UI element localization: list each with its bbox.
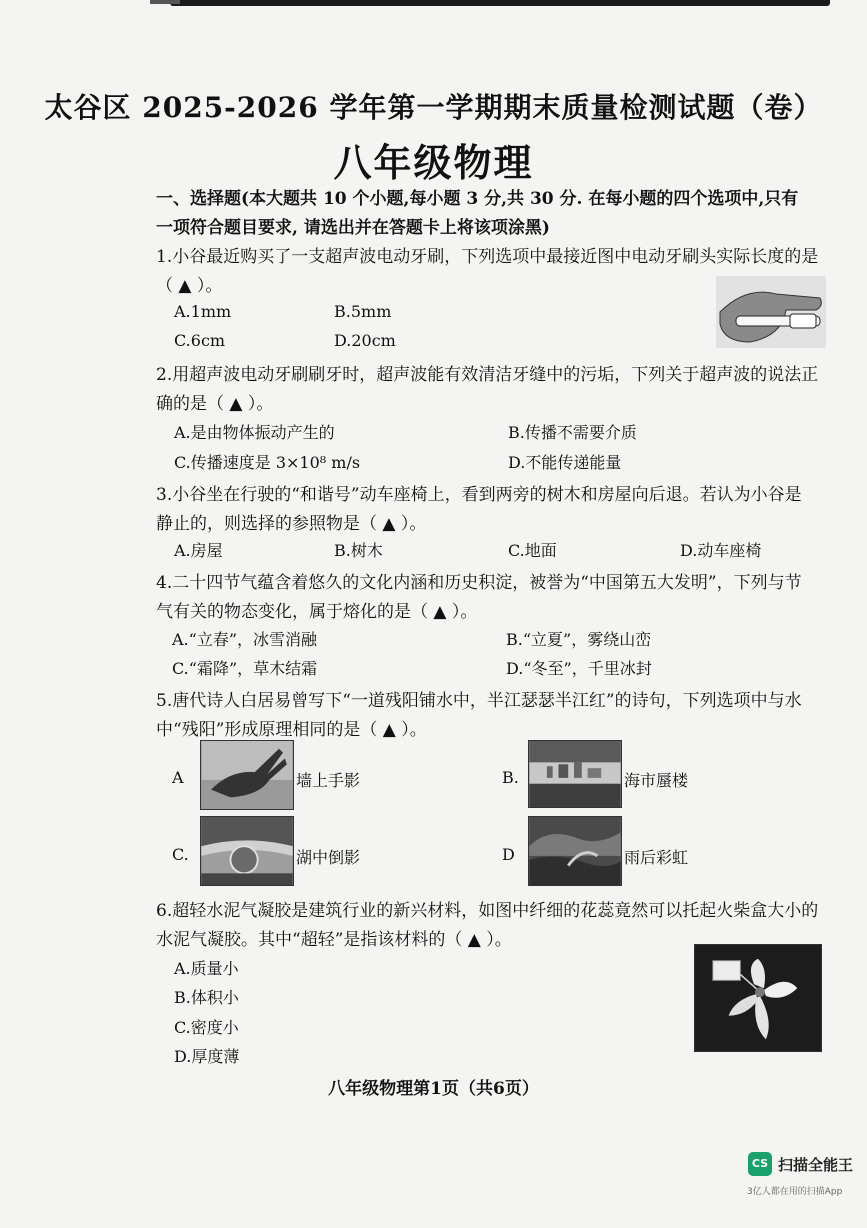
question-2-option-d: D.不能传递能量 — [508, 453, 622, 472]
scan-edge-top — [170, 0, 830, 6]
question-6-option-a: A.质量小 — [174, 959, 239, 978]
question-4-option-d: D.“冬至”，千里冰封 — [506, 659, 652, 678]
question-2-stem-line2: 确的是（ ▲ ）。 — [156, 394, 274, 414]
question-3-option-c: C.地面 — [508, 541, 557, 560]
question-2-option-a: A.是由物体振动产生的 — [174, 423, 335, 442]
question-4-option-c: C.“霜降”，草木结霜 — [172, 659, 318, 678]
question-3-stem-line2: 静止的，则选择的参照物是（ ▲ ）。 — [156, 514, 427, 534]
question-4-stem-line2: 气有关的物态变化，属于熔化的是（ ▲ ）。 — [156, 602, 478, 622]
question-1-stem-line1: 1.小谷最近购买了一支超声波电动牙刷，下列选项中最接近图中电动牙刷头实际长度的是 — [156, 247, 819, 267]
question-6-option-d: D.厚度薄 — [174, 1047, 240, 1066]
aerogel-on-flower-image — [694, 944, 822, 1052]
question-5-stem-line2: 中“残阳”形成原理相同的是（ ▲ ）。 — [156, 720, 427, 740]
question-2-option-c: C.传播速度是 3×10⁸ m/s — [174, 453, 361, 472]
question-5-option-a-letter: A — [172, 768, 184, 787]
question-6-option-b: B.体积小 — [174, 988, 239, 1007]
question-1-stem-line2: （ ▲ ）。 — [156, 276, 223, 296]
question-1-option-a: A.1mm — [174, 302, 232, 321]
question-6-stem-line1: 6.超轻水泥气凝胶是建筑行业的新兴材料，如图中纤细的花蕊竟然可以托起火柴盒大小的 — [156, 901, 819, 921]
subject-title: 八年级物理 — [333, 140, 534, 185]
question-5-option-a-caption: 墙上手影 — [296, 771, 361, 790]
question-1-option-d: D.20cm — [334, 331, 396, 350]
question-5-option-b-letter: B. — [502, 768, 519, 787]
question-4-option-a: A.“立春”，冰雪消融 — [172, 630, 318, 649]
question-5-option-d-caption: 雨后彩虹 — [624, 848, 689, 867]
question-3-option-d: D.动车座椅 — [680, 541, 762, 560]
question-5-option-d-letter: D — [502, 845, 515, 864]
question-1-option-b: B.5mm — [334, 302, 392, 321]
section-instructions-line2: 一项符合题目要求, 请选出并在答题卡上将该项涂黑) — [156, 218, 550, 238]
page-footer: 八年级物理第1页（共6页） — [328, 1079, 539, 1099]
question-3-option-a: A.房屋 — [174, 541, 223, 560]
question-5-option-b-caption: 海市蜃楼 — [624, 771, 689, 790]
hand-shadow-image — [200, 740, 294, 810]
question-6-option-c: C.密度小 — [174, 1018, 239, 1037]
question-5-option-c-letter: C. — [172, 845, 189, 864]
mirage-image — [528, 740, 622, 808]
question-6-stem-line2: 水泥气凝胶。其中“超轻”是指该材料的（ ▲ ）。 — [156, 930, 512, 950]
camscanner-name: 扫描全能王 — [778, 1156, 854, 1174]
exam-title: 太谷区 2025-2026 学年第一学期期末质量检测试题（卷） — [44, 91, 823, 124]
section-instructions-line1: 一、选择题(本大题共 10 个小题,每小题 3 分,共 30 分. 在每小题的四个选项中,只有 — [156, 189, 799, 209]
question-5-stem-line1: 5.唐代诗人白居易曾写下“一道残阳铺水中，半江瑟瑟半江红”的诗句，下列选项中与水 — [156, 691, 802, 711]
rainbow-image — [528, 816, 622, 886]
question-5-option-c-caption: 湖中倒影 — [296, 848, 361, 867]
question-4-stem-line1: 4.二十四节气蕴含着悠久的文化内涵和历史积淀，被誉为“中国第五大发明”，下列与节 — [156, 573, 802, 593]
scan-edge-top-left — [150, 0, 180, 4]
question-2-stem-line1: 2.用超声波电动牙刷刷牙时，超声波能有效清洁牙缝中的污垢，下列关于超声波的说法正 — [156, 365, 819, 385]
question-3-option-b: B.树木 — [334, 541, 383, 560]
question-2-option-b: B.传播不需要介质 — [508, 423, 637, 442]
question-3-stem-line1: 3.小谷坐在行驶的“和谐号”动车座椅上，看到两旁的树木和房屋向后退。若认为小谷是 — [156, 485, 802, 505]
question-1-option-c: C.6cm — [174, 331, 226, 350]
question-4-option-b: B.“立夏”，雾绕山峦 — [506, 630, 652, 649]
camscanner-logo: CS — [748, 1152, 772, 1176]
toothbrush-in-hand-image — [716, 276, 826, 348]
camscanner-tagline: 3亿人都在用的扫描App — [747, 1187, 843, 1197]
lake-reflection-image — [200, 816, 294, 886]
